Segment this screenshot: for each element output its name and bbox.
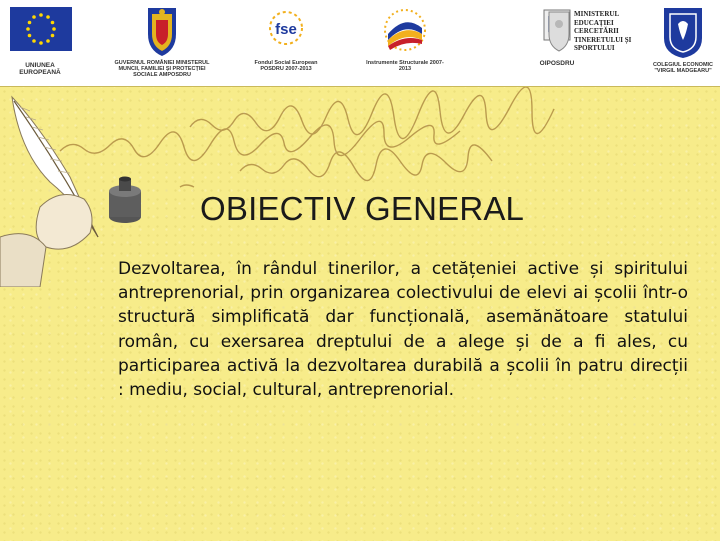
- slide-title: OBIECTIV GENERAL: [200, 190, 525, 227]
- eu-flag-icon: [6, 4, 74, 54]
- ministry-education-logo: [546, 4, 642, 82]
- colegiul-economic-logo: [648, 4, 718, 82]
- slide-canvas: [0, 86, 720, 541]
- structural-instruments-caption: Instrumente Structurale 2007-2013: [366, 60, 444, 72]
- fse-logo: [246, 4, 326, 82]
- handwriting-decoration: [60, 87, 554, 187]
- hand-icon: [0, 195, 92, 288]
- ministry-caption: MINISTERUL EDUCAȚIEI CERCETĂRII TINERETULUI ȘI SPORTULUI: [574, 10, 632, 53]
- colegiul-crest-icon: [648, 4, 718, 60]
- fse-icon: [246, 4, 326, 56]
- coat-of-arms-icon: [112, 4, 212, 58]
- eu-caption: UNIUNEA EUROPEANĂ: [19, 62, 61, 76]
- fse-mark-text: fse: [275, 21, 297, 38]
- structural-instruments-logo: [364, 4, 446, 82]
- slide-body-text: Dezvoltarea, în rândul tinerilor, a cetățeniei active și spiritului antreprenorial, prin organizarea colectivului de elevi ai școlii într-o structură simplificată dar funcțională, asemănătoare statului român, cu exersarea dreptului de a alege și de a fi ales, cu participarea activă la dezvoltarea durabilă a școlii în patru direcții : mediu, social, cultural, antreprenorial.: [118, 259, 688, 401]
- colegiul-caption: COLEGIUL ECONOMIC "VIRGIL MADGEARU": [652, 62, 714, 74]
- inkwell-icon: [109, 177, 141, 224]
- romania-coat-of-arms-logo: [112, 4, 212, 84]
- ministry-crest-icon: [546, 4, 572, 58]
- romania-caption: GUVERNUL ROMÂNIEI MINISTERUL MUNCII, FAMILIEI ȘI PROTECȚIEI SOCIALE AMPOSDRU: [114, 60, 210, 78]
- oiposdru-caption: OIPOSDRU: [539, 60, 575, 67]
- fse-caption: Fondul Social European POSDRU 2007-2013: [254, 60, 318, 72]
- structural-instruments-icon: [364, 4, 446, 58]
- logo-header: [0, 0, 720, 82]
- eu-flag-logo: [6, 4, 74, 78]
